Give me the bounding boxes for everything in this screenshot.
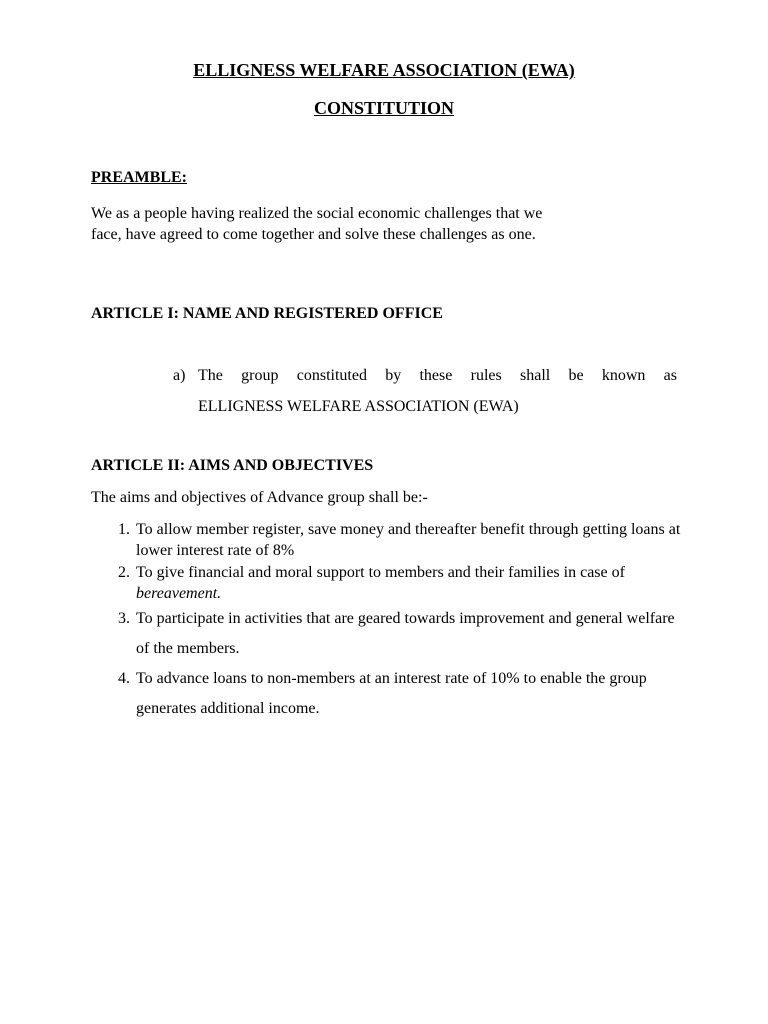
objective-number: 3. — [118, 610, 130, 627]
objective-text: To advance loans to non-members at an interest rate of 10% to enable the group generates additional income. — [136, 670, 647, 717]
preamble-text: We as a people having realized the social economic challenges that we face, have agreed to come together and solve these challenges as one. — [91, 205, 543, 243]
objective-number: 2. — [118, 564, 130, 581]
item-text-line-2: ELLIGNESS WELFARE ASSOCIATION (EWA) — [198, 398, 519, 415]
objective-text-italic: bereavement. — [136, 585, 222, 602]
article-1-heading: ARTICLE I: NAME AND REGISTERED OFFICE — [91, 305, 443, 322]
objective-text: To participate in activities that are geared towards improvement and general welfare of the members. — [136, 610, 675, 657]
article-2-intro: The aims and objectives of Advance group shall be:- — [91, 489, 428, 506]
objective-text: To give financial and moral support to members and their families in case of — [136, 564, 625, 581]
document-title: ELLIGNESS WELFARE ASSOCIATION (EWA) — [193, 60, 575, 80]
objective-number: 1. — [118, 521, 130, 538]
objective-number: 4. — [118, 670, 130, 687]
objective-text-wrap — [136, 562, 685, 604]
item-text-line-1: The group constituted by these rules shall be known as — [198, 367, 677, 384]
item-marker: a) — [173, 367, 186, 384]
article-2-heading: ARTICLE II: AIMS AND OBJECTIVES — [91, 457, 374, 474]
preamble-heading: PREAMBLE: — [91, 169, 187, 186]
objective-text: To allow member register, save money and thereafter benefit through getting loans at lower interest rate of 8% — [136, 521, 681, 559]
document-subtitle: CONSTITUTION — [313, 98, 455, 118]
